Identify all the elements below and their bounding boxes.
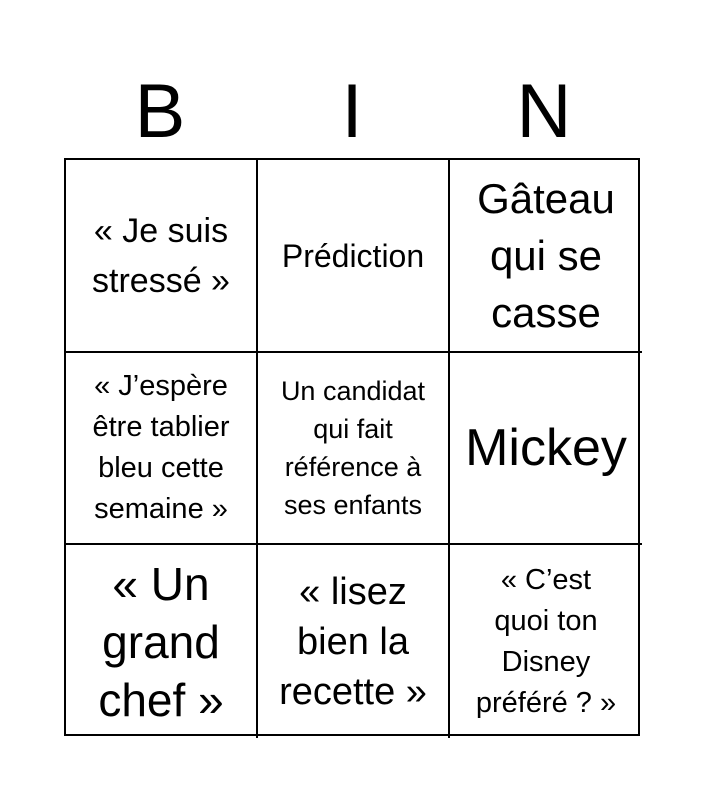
bingo-cell-r1-c2[interactable] [258, 160, 450, 353]
bingo-cell-r3-c2[interactable] [258, 545, 450, 738]
bingo-cell-text: Mickey [465, 419, 627, 477]
header-letter-b: B [134, 69, 186, 154]
header-letter-i: I [341, 69, 363, 154]
bingo-cell-text: Un candidat qui fait référence à ses enfants [280, 376, 426, 520]
bingo-cell-r2-c3[interactable] [450, 353, 642, 545]
bingo-cell-text: Gâteau qui se casse [477, 175, 615, 336]
bingo-cell-r1-c3[interactable] [450, 160, 642, 353]
bingo-cell-r3-c1[interactable] [66, 545, 258, 738]
bingo-cell-r2-c2[interactable] [258, 353, 450, 545]
bingo-grid [64, 158, 640, 736]
bingo-cell-text: « lisez bien la recette » [279, 570, 427, 713]
bingo-cell-text: « Un grand chef » [98, 557, 224, 726]
bingo-cell-r3-c3[interactable] [450, 545, 642, 738]
bingo-cell-text: Prédiction [281, 237, 425, 274]
bingo-cell-r1-c1[interactable] [66, 160, 258, 353]
bingo-cell-text: « Je suis stressé » [92, 211, 230, 300]
bingo-header [64, 70, 640, 154]
bingo-cell-r2-c1[interactable] [66, 353, 258, 545]
bingo-cell-text: « C’est quoi ton Disney préféré ? » [475, 563, 617, 719]
header-letter-n: N [516, 69, 572, 154]
bingo-cell-text: « J’espère être tablier bleu cette semaine » [92, 370, 230, 525]
